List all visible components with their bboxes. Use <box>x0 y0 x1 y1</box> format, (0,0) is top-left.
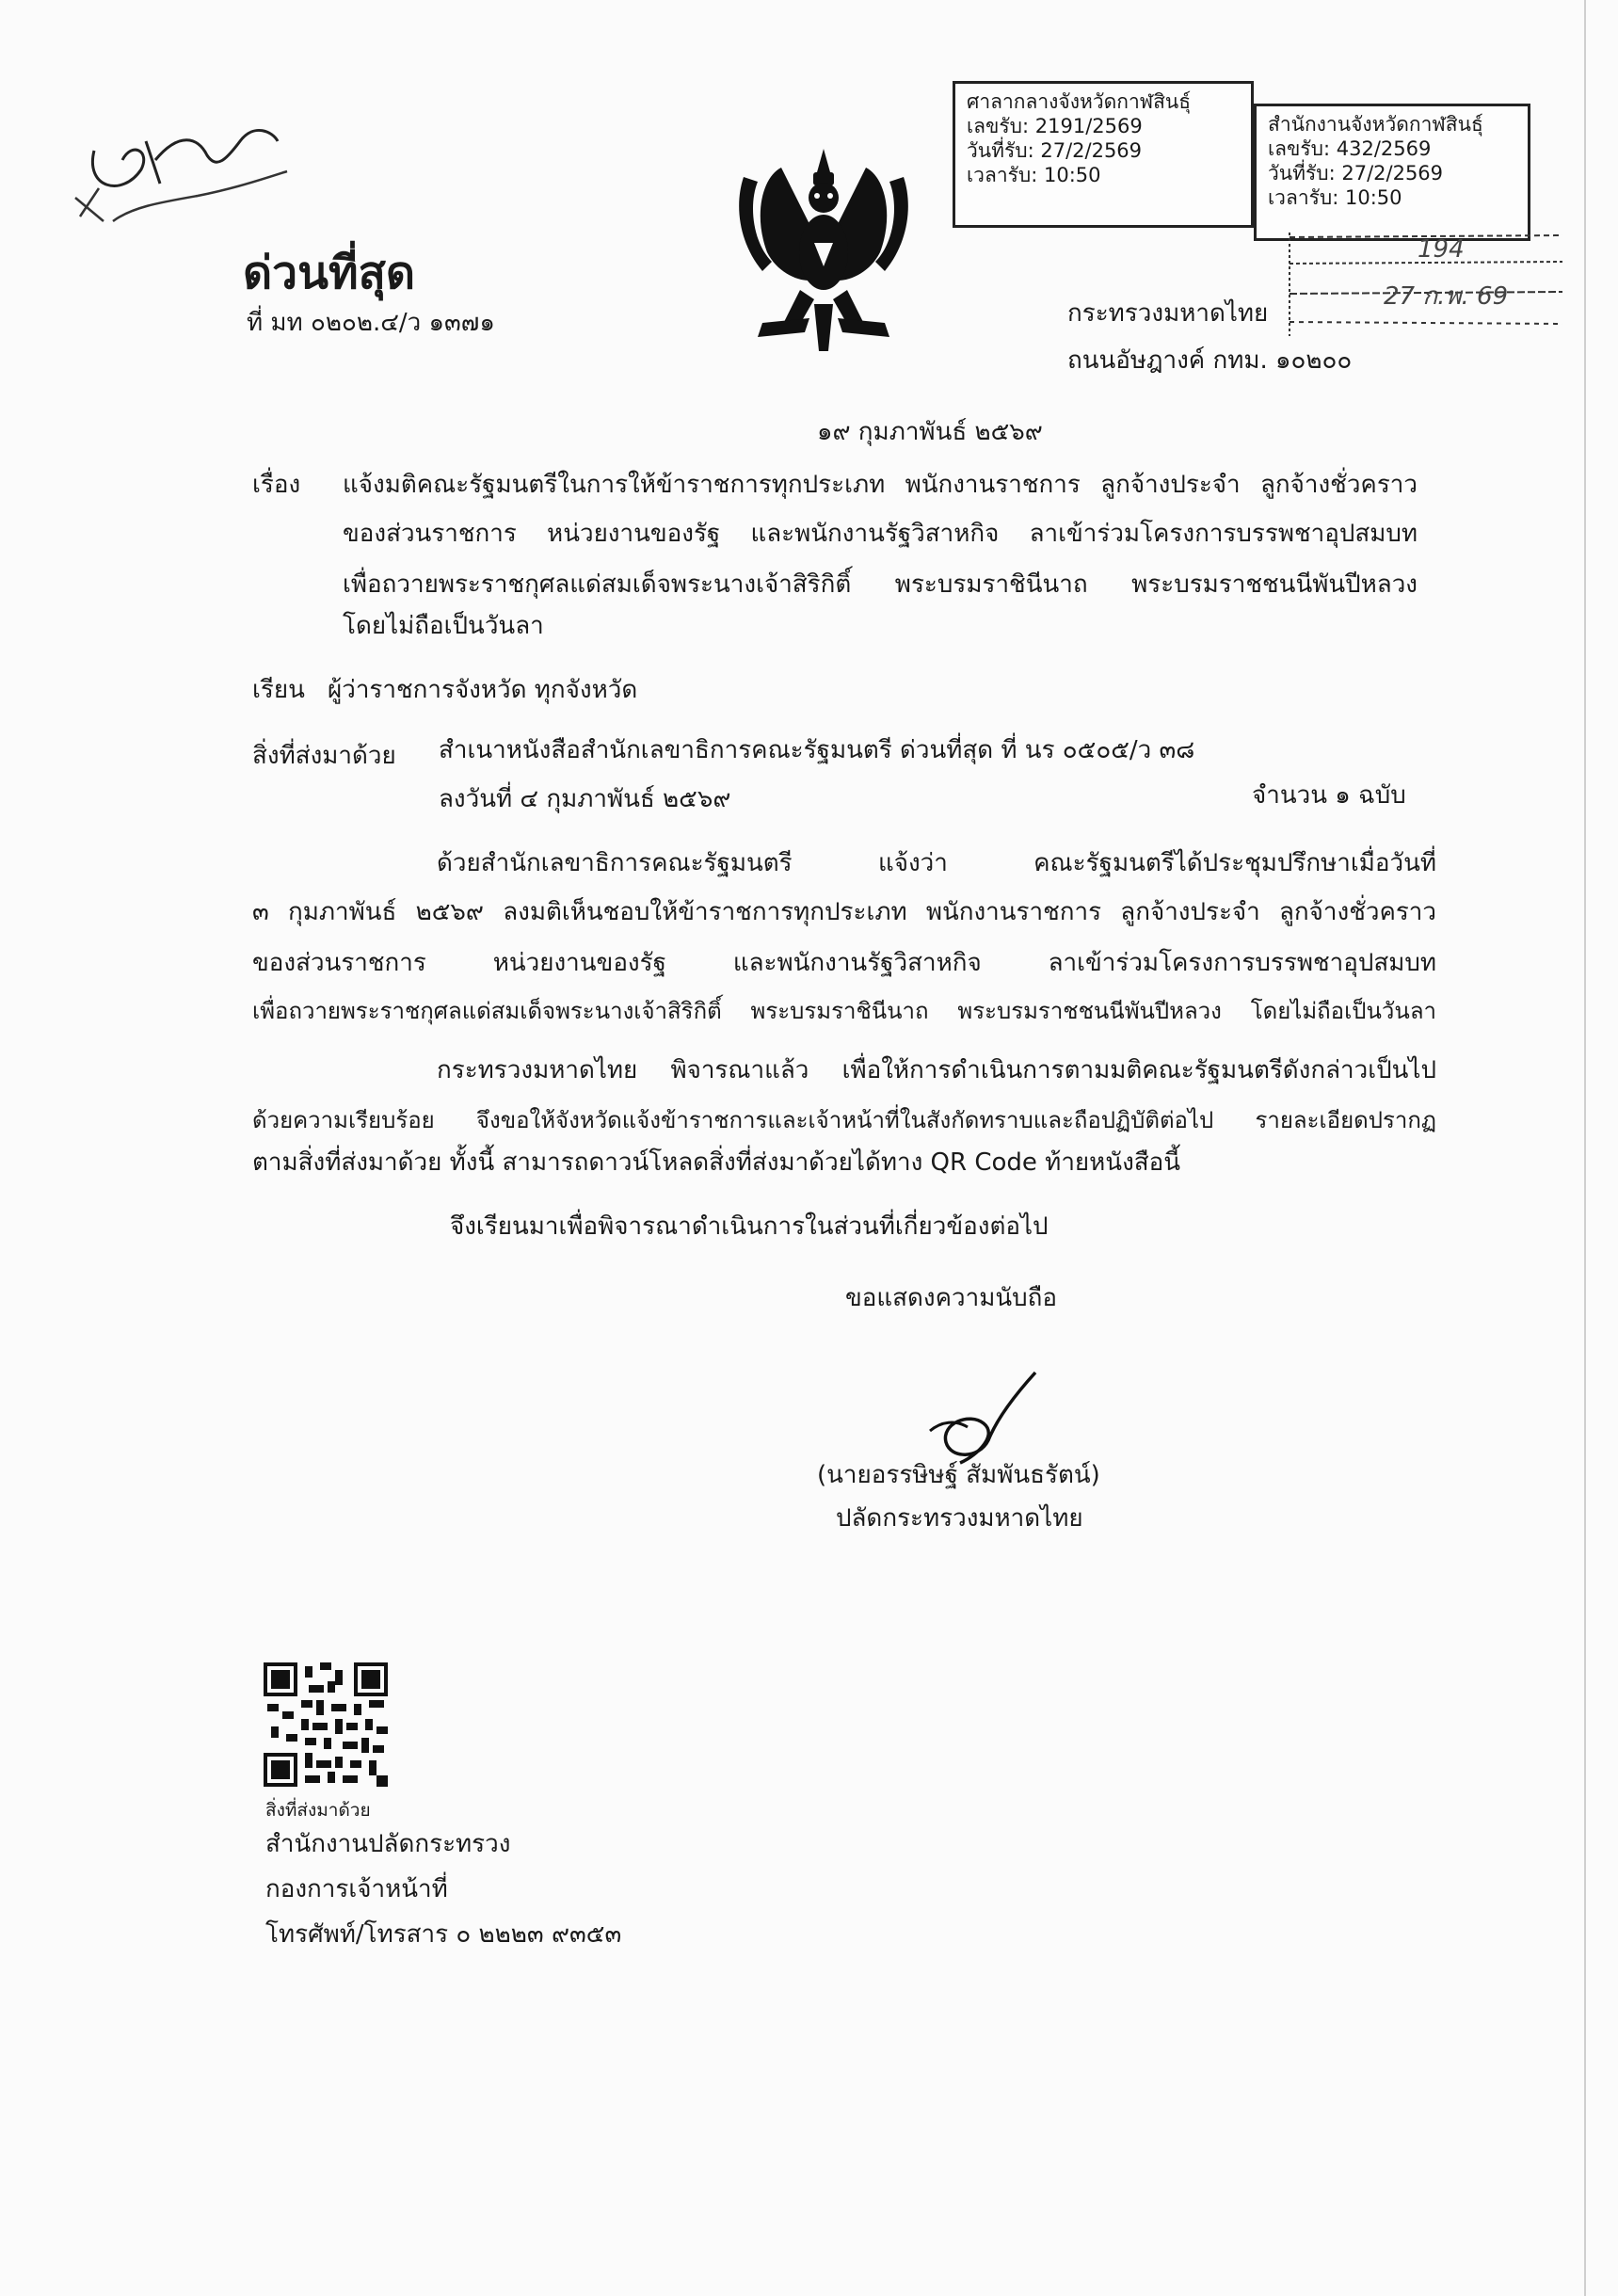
ministry-address: ถนนอัษฎางค์ กทม. ๑๐๒๐๐ <box>1067 346 1353 375</box>
handwritten-register-date: 27 ก.พ. 69 <box>1384 282 1509 311</box>
enclosure-line: ลงวันที่ ๔ กุมภาพันธ์ ๒๕๖๙ <box>439 785 731 813</box>
garuda-emblem-icon <box>725 139 922 356</box>
footer-division: กองการเจ้าหน้าที่ <box>265 1875 448 1903</box>
handwritten-register-number: 194 <box>1418 235 1465 264</box>
stamp-office-name: ศาลากลางจังหวัดกาฬสินธุ์ <box>967 90 1192 113</box>
recipient: ผู้ว่าราชการจังหวัด ทุกจังหวัด <box>328 676 638 704</box>
stamp-office-name: สำนักงานจังหวัดกาฬสินธุ์ <box>1268 113 1483 136</box>
stamp-receipt-number: เลขรับ: 432/2569 <box>1268 137 1432 160</box>
qr-code-icon <box>264 1662 388 1787</box>
body-paragraph-line: เพื่อถวายพระราชกุศลแด่สมเด็จพระนางเจ้าสิริกิติ์ พระบรมราชินีนาถ พระบรมราชชนนีพันปีหลวง โดยไม่ถือเป็นวันลา <box>252 998 1436 1024</box>
receipt-stamp-provincial-hall <box>953 81 1254 228</box>
document-number: ที่ มท ๐๒๐๒.๔/ว ๑๓๗๑ <box>247 309 495 337</box>
qr-caption: สิ่งที่ส่งมาด้วย <box>265 1800 371 1821</box>
closing-regards: ขอแสดงความนับถือ <box>845 1284 1057 1312</box>
salutation-label: เรียน <box>252 676 305 704</box>
stamp-receipt-time: เวลารับ: 10:50 <box>967 164 1101 186</box>
body-paragraph-line: ตามสิ่งที่ส่งมาด้วย ทั้งนี้ สามารถดาวน์โหลดสิ่งที่ส่งมาด้วยได้ทาง QR Code ท้ายหนังสือนี้ <box>252 1148 1181 1177</box>
subject-line: เพื่อถวายพระราชกุศลแด่สมเด็จพระนางเจ้าสิริกิติ์ พระบรมราชินีนาถ พระบรมราชชนนีพันปีหลวง <box>343 570 1418 599</box>
stamp-receipt-time: เวลารับ: 10:50 <box>1268 186 1402 209</box>
body-paragraph-line: ด้วยสำนักเลขาธิการคณะรัฐมนตรี แจ้งว่า คณะรัฐมนตรีได้ประชุมปรึกษาเมื่อวันที่ <box>437 849 1436 877</box>
enclosure-line: สำเนาหนังสือสำนักเลขาธิการคณะรัฐมนตรี ด่วนที่สุด ที่ นร ๐๕๐๕/ว ๓๘ <box>439 736 1195 764</box>
signature-mark <box>922 1365 1064 1469</box>
footer-phone: โทรศัพท์/โทรสาร ๐ ๒๒๒๓ ๙๓๕๓ <box>265 1920 622 1949</box>
ministry-name: กระทรวงมหาดไทย <box>1067 299 1269 328</box>
stamp-receipt-number: เลขรับ: 2191/2569 <box>967 115 1143 137</box>
enclosure-count: จำนวน ๑ ฉบับ <box>1252 781 1406 810</box>
signer-name: (นายอรรษิษฐ์ สัมพันธรัตน์) <box>817 1461 1100 1489</box>
page-edge-line <box>1584 0 1586 2296</box>
stamp-receipt-date: วันที่รับ: 27/2/2569 <box>967 139 1143 162</box>
body-paragraph-line: กระทรวงมหาดไทย พิจารณาแล้ว เพื่อให้การดำเนินการตามมติคณะรัฐมนตรีดังกล่าวเป็นไป <box>437 1056 1436 1084</box>
stamp-receipt-date: วันที่รับ: 27/2/2569 <box>1268 162 1444 185</box>
subject-label: เรื่อง <box>252 471 301 499</box>
document-date: ๑๙ กุมภาพันธ์ ๒๕๖๙ <box>817 418 1043 446</box>
body-paragraph-line: ด้วยความเรียบร้อย จึงขอให้จังหวัดแจ้งข้าราชการและเจ้าหน้าที่ในสังกัดทราบและถือปฏิบัติต่อไป รายละเอียดปรากฏ <box>252 1107 1436 1133</box>
enclosure-label: สิ่งที่ส่งมาด้วย <box>252 742 396 770</box>
subject-line: ของส่วนราชการ หน่วยงานของรัฐ และพนักงานรัฐวิสาหกิจ ลาเข้าร่วมโครงการบรรพชาอุปสมบท <box>343 520 1418 548</box>
subject-line: โดยไม่ถือเป็นวันลา <box>343 612 544 640</box>
urgency-heading: ด่วนที่สุด <box>243 247 416 299</box>
footer-office: สำนักงานปลัดกระทรวง <box>265 1830 511 1858</box>
body-paragraph-line: ๓ กุมภาพันธ์ ๒๕๖๙ ลงมติเห็นชอบให้ข้าราชการทุกประเภท พนักงานราชการ ลูกจ้างประจำ ลูกจ้างชั่วคราว <box>252 898 1436 926</box>
subject-line: แจ้งมติคณะรัฐมนตรีในการให้ข้าราชการทุกประเภท พนักงานราชการ ลูกจ้างประจำ ลูกจ้างชั่วคราว <box>343 471 1418 499</box>
signer-title: ปลัดกระทรวงมหาดไทย <box>836 1504 1083 1533</box>
body-paragraph-closing: จึงเรียนมาเพื่อพิจารณาดำเนินการในส่วนที่เกี่ยวข้องต่อไป <box>450 1212 1049 1241</box>
body-paragraph-line: ของส่วนราชการ หน่วยงานของรัฐ และพนักงานรัฐวิสาหกิจ ลาเข้าร่วมโครงการบรรพชาอุปสมบท <box>252 949 1436 977</box>
